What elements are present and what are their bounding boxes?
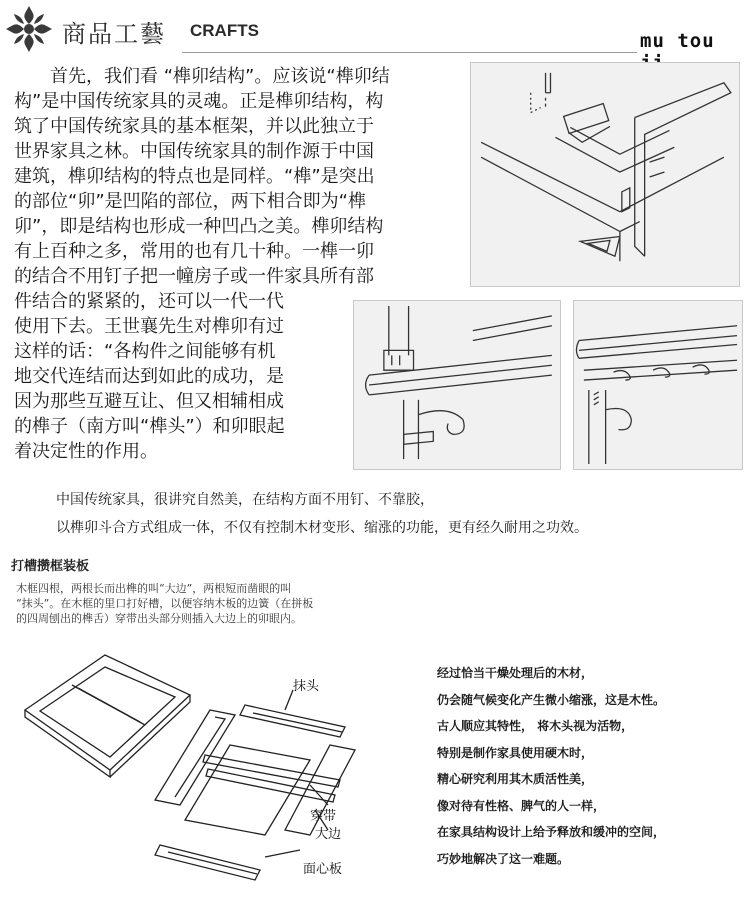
wood-property-text [437,660,665,872]
text-line: 精心研究利用其木质活性美， [437,772,594,786]
label-mianxinban: 面心板 [303,862,343,877]
paragraph-line: 地交代连结而达到如此的成功，是 [14,366,284,387]
paragraph-line: 的部位“卯”是凹陷的部位，两下相合即为“榫 [14,191,366,212]
paragraph-line: 筑了中国传统家具的基本框架，并以此独立于 [14,116,374,137]
description-line: 木框四根，两根长而出榫的叫“大边”，两根短而凿眼的叫 [16,582,292,595]
paragraph-line: 世界家具之林。中国传统家具的制作源于中国 [14,141,374,162]
label-motou: 抹头 [293,679,320,694]
page-header [0,0,750,74]
paragraph-line: 着决定性的作用。 [14,441,158,462]
ornament-icon [4,4,54,54]
paragraph-line: 件结合的紧紧的，还可以一代一代 [14,291,284,312]
section-description [16,581,416,626]
text-line: 巧妙地解决了这一难题。 [437,851,570,866]
paragraph-line: 的结合不用钉子把一幢房子或一件家具所有部 [14,266,374,287]
label-dabian: 大边 [315,827,342,842]
section-title: 打槽攒框装板 [11,559,90,574]
header-divider [182,52,637,53]
paragraph-line: 有上百种之多，常用的也有几十种。一榫一卯 [14,241,374,262]
paragraph-line: 这样的话：“各构件之间能够有机 [14,341,276,362]
paragraph-line: 卯”，即是结构也形成一种凹凸之美。榫卯结构 [14,216,384,237]
joint-illustration-bracket [353,300,561,470]
paragraph-line: 使用下去。王世襄先生对榫卯有过 [14,316,284,337]
paragraph-line: 因为那些互避互让、但又相辅相成 [14,391,284,412]
paragraph-line: 首先，我们看 “榫卯结构”。应该说“榫卯结 [14,66,390,87]
label-chuandai: 穿带 [310,809,337,824]
text-line: 仍会随气候变化产生微小缩涨，这是木性。 [437,692,666,707]
frame-panel-diagram [10,645,410,895]
paragraph-line: 建筑，榫卯结构的特点也是同样。“榫”是突出 [14,166,375,187]
signature: mu tou ji [640,30,715,74]
text-line: 经过恰当干燥处理后的木材， [437,666,594,680]
brand-subtitle: CRAFTS [190,21,259,40]
description-line: “抹头”。在木框的里口打好槽，以便容纳木板的边簧（在拼板 [16,597,314,610]
summary-line: 以榫卯斗合方式组成一体，不仅有控制木材变形、缩涨的功能，更有经久耐用之功效。 [56,520,588,536]
text-line: 像对待有性格、脾气的人一样， [437,798,606,813]
joint-illustration-corner [470,62,740,287]
brand-title: 商品工藝 [62,20,166,48]
description-line: 的四周刨出的榫舌）穿带出头部分则插入大边上的卯眼内。 [16,612,302,625]
joint-illustration-apron [573,300,743,470]
text-line: 在家具结构设计上给予释放和缓冲的空间， [437,825,666,839]
summary-text [56,486,588,542]
text-line: 古人顺应其特性， 将木头视为活物， [437,719,634,733]
paragraph-line: 构”是中国传统家具的灵魂。正是榫卯结构，构 [14,91,384,112]
summary-line: 中国传统家具，很讲究自然美，在结构方面不用钉、不靠胶， [56,492,434,508]
text-line: 特别是制作家具使用硬木时， [437,745,594,760]
paragraph-line: 的榫子（南方叫“榫头”）和卯眼起 [14,416,285,437]
frame-panel-drawing [10,645,410,895]
